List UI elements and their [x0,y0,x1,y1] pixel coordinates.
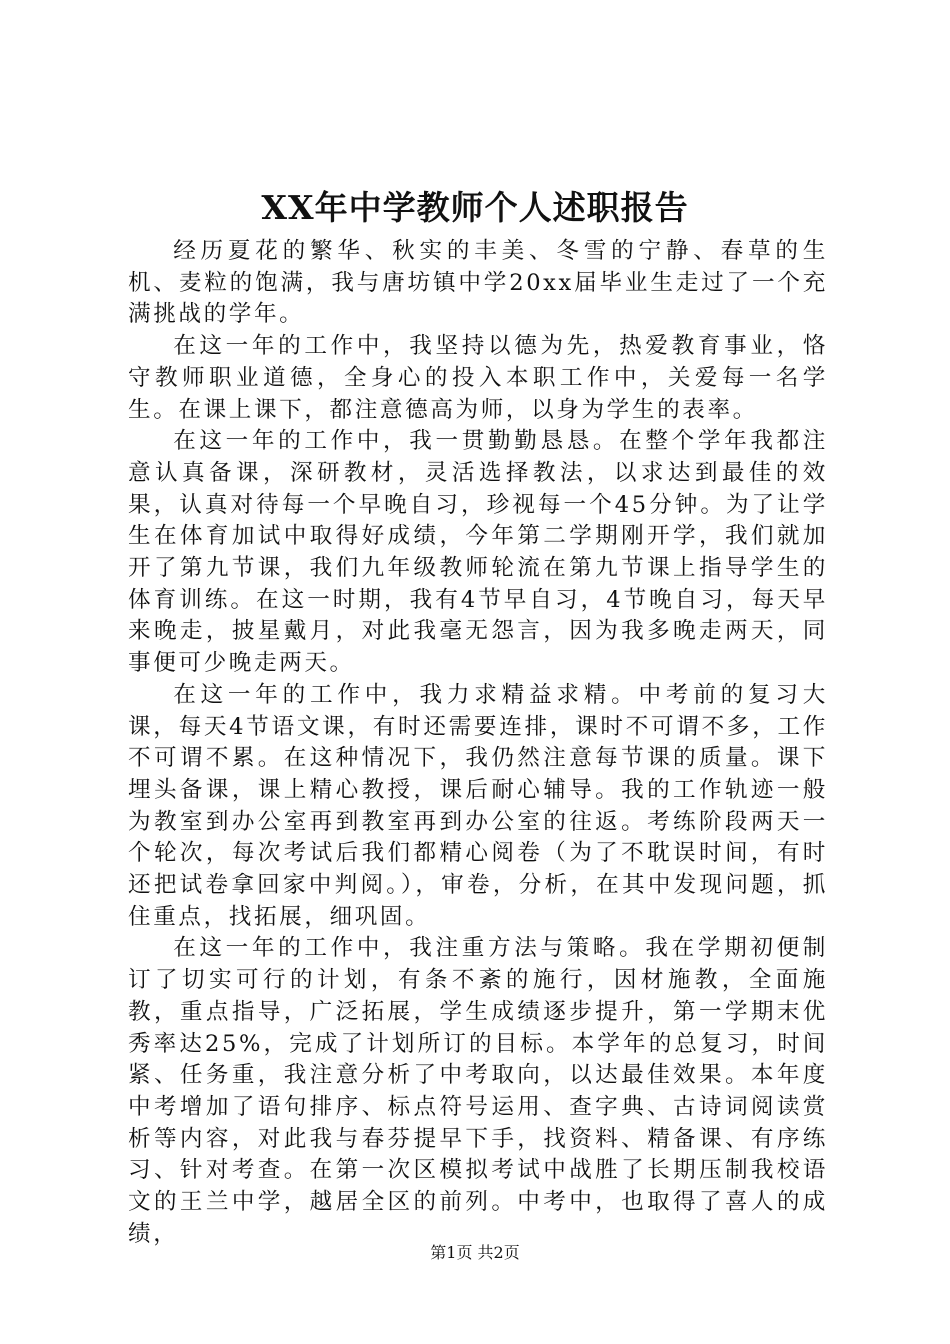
paragraph-5: 在这一年的工作中，我注重方法与策略。我在学期初便制订了切实可行的计划，有条不紊的施行，因材施教，全面施教，重点指导，广泛拓展，学生成绩逐步提升，第一学期末优秀率达25%，完成了计划所订的目标。本学年的总复习，时间紧、任务重，我注意分析了中考取向，以达最佳效果。本年度中考增加了语句排序、标点符号运用、查字典、古诗词阅读赏析等内容，对此我与春芬提早下手，找资料、精备课、有序练习、针对考查。在第一次区模拟考试中战胜了长期压制我校语文的王兰中学，越居全区的前列。中考中，也取得了喜人的成绩， [128,935,828,1247]
document-body [128,236,828,1251]
paragraph-4: 在这一年的工作中，我力求精益求精。中考前的复习大课，每天4节语文课，有时还需要连排，课时不可谓不多，工作不可谓不累。在这种情况下，我仍然注意每节课的质量。课下埋头备课，课上精心教授，课后耐心辅导。我的工作轨迹一般为教室到办公室再到教室再到办公室的往返。考练阶段两天一个轮次，每次考试后我们都精心阅卷（为了不耽误时间，有时还把试卷拿回家中判阅。），审卷，分析，在其中发现问题，抓住重点，找拓展，细巩固。 [128,681,828,930]
paragraph-3: 在这一年的工作中，我一贯勤勤恳恳。在整个学年我都注意认真备课，深研教材，灵活选择教法，以求达到最佳的效果，认真对待每一个早晚自习，珍视每一个45分钟。为了让学生在体育加试中取得好成绩，今年第二学期刚开学，我们就加开了第九节课，我们九年级教师轮流在第九节课上指导学生的体育训练。在这一时期，我有4节早自习，4节晚自习，每天早来晚走，披星戴月，对此我毫无怨言，因为我多晚走两天，同事便可少晚走两天。 [128,428,828,677]
paragraph-1: 经历夏花的繁华、秋实的丰美、冬雪的宁静、春草的生机、麦粒的饱满，我与唐坊镇中学20xx届毕业生走过了一个充满挑战的学年。 [128,238,828,328]
paragraph-2: 在这一年的工作中，我坚持以德为先，热爱教育事业，恪守教师职业道德，全身心的投入本职工作中，关爱每一名学生。在课上课下，都注意德高为师，以身为学生的表率。 [128,333,828,423]
page-footer: 第1页 共2页 [430,1243,520,1262]
document-title: XX年中学教师个人述职报告 [261,188,689,227]
